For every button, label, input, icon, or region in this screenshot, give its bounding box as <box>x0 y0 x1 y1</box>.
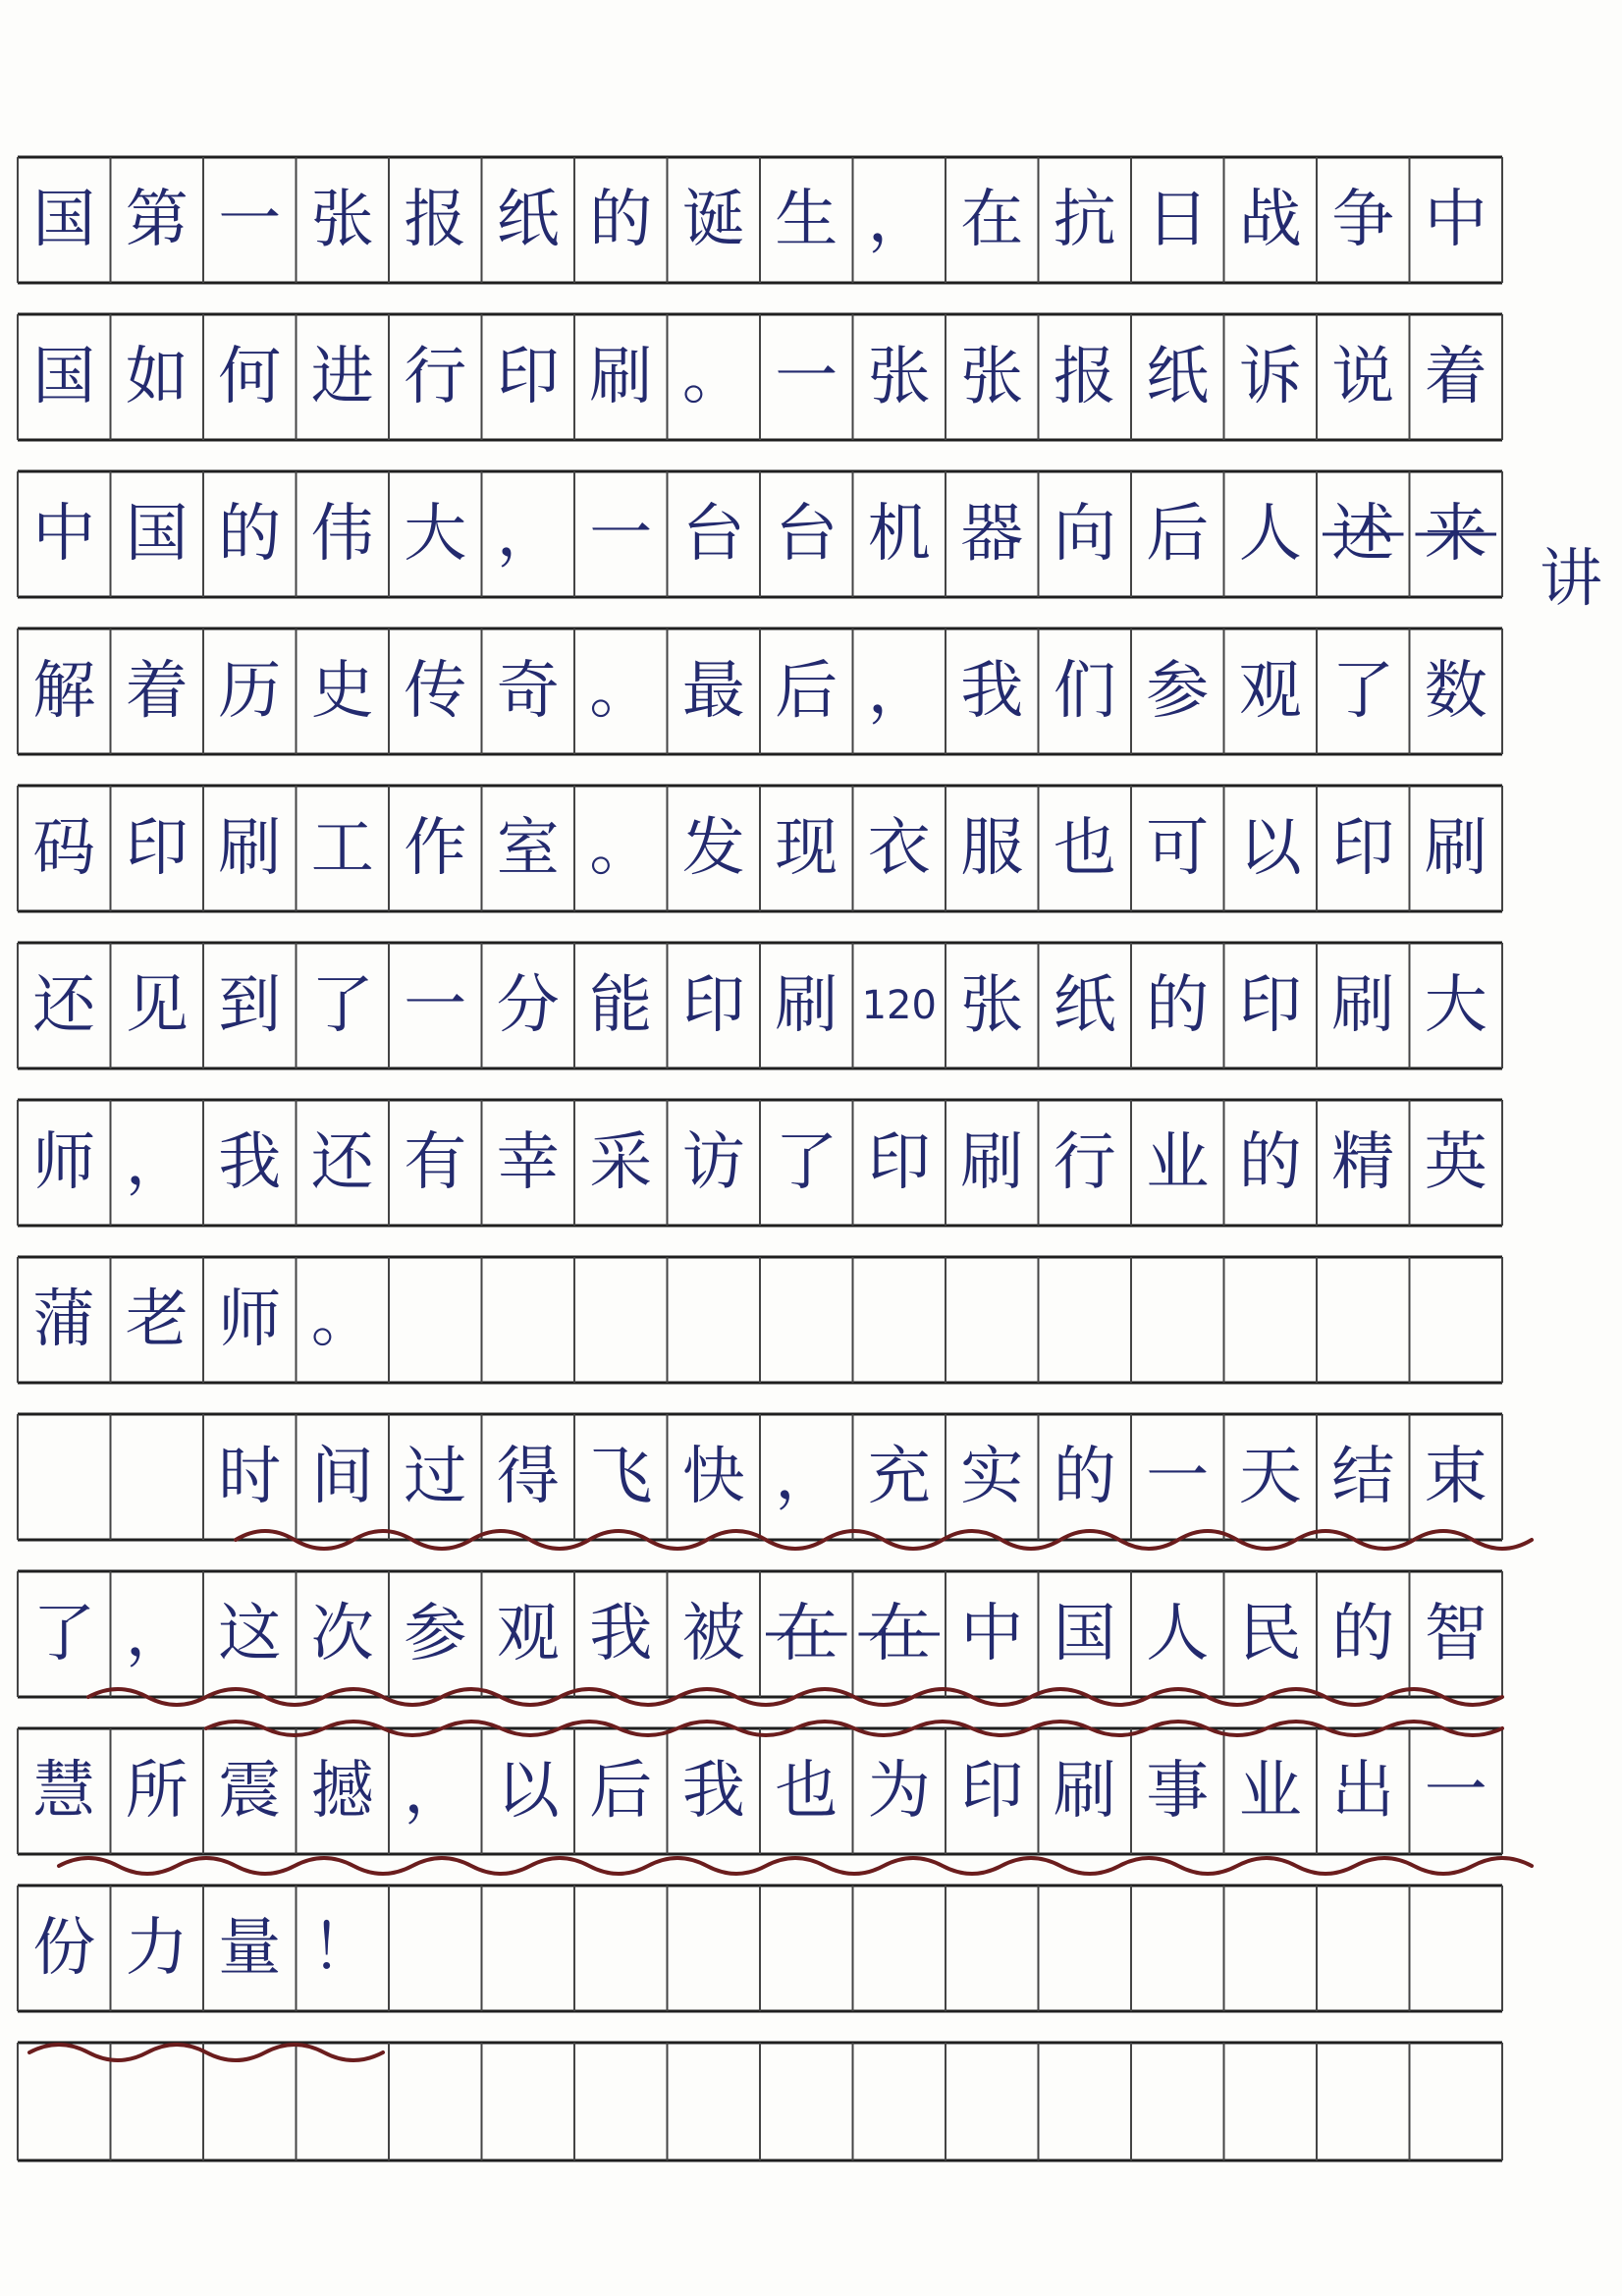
grid-character: ， <box>125 1126 189 1199</box>
grid-character: 。 <box>681 341 745 413</box>
grid-character: 抗 <box>1053 184 1116 256</box>
grid-character: 伟 <box>310 498 374 571</box>
grid-character: 日 <box>1146 184 1210 256</box>
grid-character: 英 <box>1424 1126 1487 1199</box>
grid-character: 印 <box>681 969 745 1042</box>
grid-character: 撼 <box>310 1755 374 1828</box>
grid-character: 时 <box>218 1441 282 1513</box>
grid-character: 在 <box>867 1598 931 1670</box>
grid-character: 的 <box>589 184 653 256</box>
grid-character: 参 <box>1146 655 1210 728</box>
grid-character: 还 <box>32 969 96 1042</box>
grid-character: 刷 <box>1331 969 1395 1042</box>
grid-character: ， <box>775 1441 838 1513</box>
grid-character: 以 <box>496 1755 560 1828</box>
grid-character: 也 <box>775 1755 838 1828</box>
grid-character: 快 <box>681 1441 745 1513</box>
grid-character: 。 <box>589 655 653 728</box>
grid-character: 张 <box>960 969 1024 1042</box>
grid-character: 采 <box>589 1126 653 1199</box>
grid-character: 诉 <box>1238 341 1302 413</box>
grid-character: 战 <box>1238 184 1302 256</box>
grid-character: 所 <box>125 1755 189 1828</box>
grid-character: 观 <box>1238 655 1302 728</box>
grid-character: 中 <box>1424 184 1487 256</box>
grid-character: 幸 <box>496 1126 560 1199</box>
grid-character: 着 <box>125 655 189 728</box>
grid-character: 被 <box>681 1598 745 1670</box>
grid-character: 张 <box>960 341 1024 413</box>
grid-character: 国 <box>125 498 189 571</box>
grid-character: 生 <box>775 184 838 256</box>
grid-character: 刷 <box>589 341 653 413</box>
grid-character: 出 <box>1331 1755 1395 1828</box>
grid-character: 这 <box>218 1598 282 1670</box>
grid-character: 刷 <box>775 969 838 1042</box>
grid-character: 中 <box>32 498 96 571</box>
grid-character: 印 <box>867 1126 931 1199</box>
grid-character: 传 <box>404 655 467 728</box>
grid-character: 120 <box>861 983 937 1028</box>
grid-character: 实 <box>960 1441 1024 1513</box>
grid-character: 史 <box>310 655 374 728</box>
wavy-underline-row12 <box>29 2045 383 2060</box>
grid-character: 后 <box>775 655 838 728</box>
grid-character: 现 <box>775 812 838 885</box>
grid-character: 服 <box>960 812 1024 885</box>
grid-character: 述 <box>1331 498 1395 571</box>
grid-character: 刷 <box>1424 812 1487 885</box>
grid-character: 纸 <box>1146 341 1210 413</box>
grid-character: 间 <box>310 1441 374 1513</box>
grid-character: 中 <box>960 1598 1024 1670</box>
grid-character: 民 <box>1238 1598 1302 1670</box>
grid-character: 的 <box>1238 1126 1302 1199</box>
grid-character: 的 <box>218 498 282 571</box>
grid-character: 后 <box>1146 498 1210 571</box>
grid-character: 机 <box>867 498 931 571</box>
grid-character: 能 <box>589 969 653 1042</box>
grid-character: 张 <box>867 341 931 413</box>
grid-character: 印 <box>1331 812 1395 885</box>
grid-character: ， <box>404 1755 467 1828</box>
grid-character: 次 <box>310 1598 374 1670</box>
grid-character: 们 <box>1053 655 1116 728</box>
grid-character: 作 <box>404 812 467 885</box>
grid-character: 历 <box>218 655 282 728</box>
grid-character: 的 <box>1331 1598 1395 1670</box>
grid-character: 结 <box>1331 1441 1395 1513</box>
grid-character: 的 <box>1146 969 1210 1042</box>
grid-character: 大 <box>404 498 467 571</box>
grid-character: 访 <box>681 1126 745 1199</box>
grid-character: 工 <box>310 812 374 885</box>
grid-character: 诞 <box>681 184 745 256</box>
grid-character: 衣 <box>867 812 931 885</box>
grid-character: ！ <box>310 1912 374 1985</box>
grid-character: ， <box>125 1598 189 1670</box>
grid-character: 了 <box>310 969 374 1042</box>
grid-character: 可 <box>1146 812 1210 885</box>
grid-character: 见 <box>125 969 189 1042</box>
grid-character: 说 <box>1331 341 1395 413</box>
grid-character: 师 <box>32 1126 96 1199</box>
grid-character: 飞 <box>589 1441 653 1513</box>
grid-character: 老 <box>125 1284 189 1356</box>
grid-character: 纸 <box>496 184 560 256</box>
grid-character: 来 <box>1424 498 1487 571</box>
grid-character: 我 <box>681 1755 745 1828</box>
grid-character: 了 <box>32 1598 96 1670</box>
grid-character: 以 <box>1238 812 1302 885</box>
handwritten-characters <box>32 184 1487 1985</box>
grid-character: ， <box>867 655 931 728</box>
grid-character: 台 <box>681 498 745 571</box>
grid-character: 在 <box>960 184 1024 256</box>
grid-character: 纸 <box>1053 969 1116 1042</box>
grid-character: 一 <box>775 341 838 413</box>
grid-character: 国 <box>32 341 96 413</box>
grid-character: 震 <box>218 1755 282 1828</box>
grid-character: 到 <box>218 969 282 1042</box>
grid-character: 刷 <box>1053 1755 1116 1828</box>
grid-character: 得 <box>496 1441 560 1513</box>
grid-character: 印 <box>496 341 560 413</box>
grid-character: 室 <box>496 812 560 885</box>
grid-character: ， <box>867 184 931 256</box>
grid-character: 量 <box>218 1912 282 1985</box>
grid-character: 师 <box>218 1284 282 1356</box>
grid-character: 精 <box>1331 1126 1395 1199</box>
grid-character: 参 <box>404 1598 467 1670</box>
grid-character: 观 <box>496 1598 560 1670</box>
grid-character: 有 <box>404 1126 467 1199</box>
grid-character: 刷 <box>218 812 282 885</box>
grid-character: 了 <box>1331 655 1395 728</box>
grid-character: 进 <box>310 341 374 413</box>
grid-character: 力 <box>125 1912 189 1985</box>
grid-character: 发 <box>681 812 745 885</box>
grid-character: 行 <box>404 341 467 413</box>
grid-character: 蒲 <box>32 1284 96 1356</box>
grid-character: 事 <box>1146 1755 1210 1828</box>
grid-character: 印 <box>1238 969 1302 1042</box>
grid-character: 国 <box>1053 1598 1116 1670</box>
grid-character: 。 <box>589 812 653 885</box>
grid-character: 向 <box>1053 498 1116 571</box>
grid-character: 在 <box>775 1598 838 1670</box>
grid-character: 报 <box>404 184 467 256</box>
grid-character: 着 <box>1424 341 1487 413</box>
grid-character: 为 <box>867 1755 931 1828</box>
grid-character: 业 <box>1146 1126 1210 1199</box>
grid-character: 慧 <box>32 1755 96 1828</box>
grid-character: 还 <box>310 1126 374 1199</box>
grid-character: 。 <box>310 1284 374 1356</box>
grid-character: 第 <box>125 184 189 256</box>
grid-character: 了 <box>775 1126 838 1199</box>
grid-character: 最 <box>681 655 745 728</box>
wavy-underline-row11 <box>59 1858 1532 1874</box>
grid-character: 张 <box>310 184 374 256</box>
grid-character: 奇 <box>496 655 560 728</box>
grid-character: 一 <box>1146 1441 1210 1513</box>
grid-character: 我 <box>960 655 1024 728</box>
grid-character: 大 <box>1424 969 1487 1042</box>
grid-character: 也 <box>1053 812 1116 885</box>
grid-character: 行 <box>1053 1126 1116 1199</box>
grid-character: 智 <box>1424 1598 1487 1670</box>
grid-character: 印 <box>125 812 189 885</box>
grid-character: 的 <box>1053 1441 1116 1513</box>
margin-note: 讲 <box>1540 543 1602 616</box>
grid-character: 数 <box>1424 655 1487 728</box>
grid-character: 我 <box>589 1598 653 1670</box>
grid-character: 业 <box>1238 1755 1302 1828</box>
grid-character: ， <box>496 498 560 571</box>
grid-character: 如 <box>125 341 189 413</box>
grid-character: 报 <box>1053 341 1116 413</box>
grid-character: 人 <box>1238 498 1302 571</box>
grid-character: 充 <box>867 1441 931 1513</box>
grid-character: 码 <box>32 812 96 885</box>
grid-character: 人 <box>1146 1598 1210 1670</box>
grid-character: 一 <box>1424 1755 1487 1828</box>
grid-character: 国 <box>32 184 96 256</box>
grid-character: 刷 <box>960 1126 1024 1199</box>
grid-character: 印 <box>960 1755 1024 1828</box>
grid-character: 一 <box>218 184 282 256</box>
grid-character: 我 <box>218 1126 282 1199</box>
grid-character: 天 <box>1238 1441 1302 1513</box>
grid-character: 份 <box>32 1912 96 1985</box>
grid-character: 后 <box>589 1755 653 1828</box>
grid-character: 争 <box>1331 184 1395 256</box>
grid-character: 过 <box>404 1441 467 1513</box>
grid-character: 何 <box>218 341 282 413</box>
grid-character: 一 <box>589 498 653 571</box>
grid-character: 解 <box>32 655 96 728</box>
grid-character: 一 <box>404 969 467 1042</box>
grid-character: 束 <box>1424 1441 1487 1513</box>
grid-character: 器 <box>960 498 1024 571</box>
grid-character: 分 <box>496 969 560 1042</box>
grid-character: 台 <box>775 498 838 571</box>
